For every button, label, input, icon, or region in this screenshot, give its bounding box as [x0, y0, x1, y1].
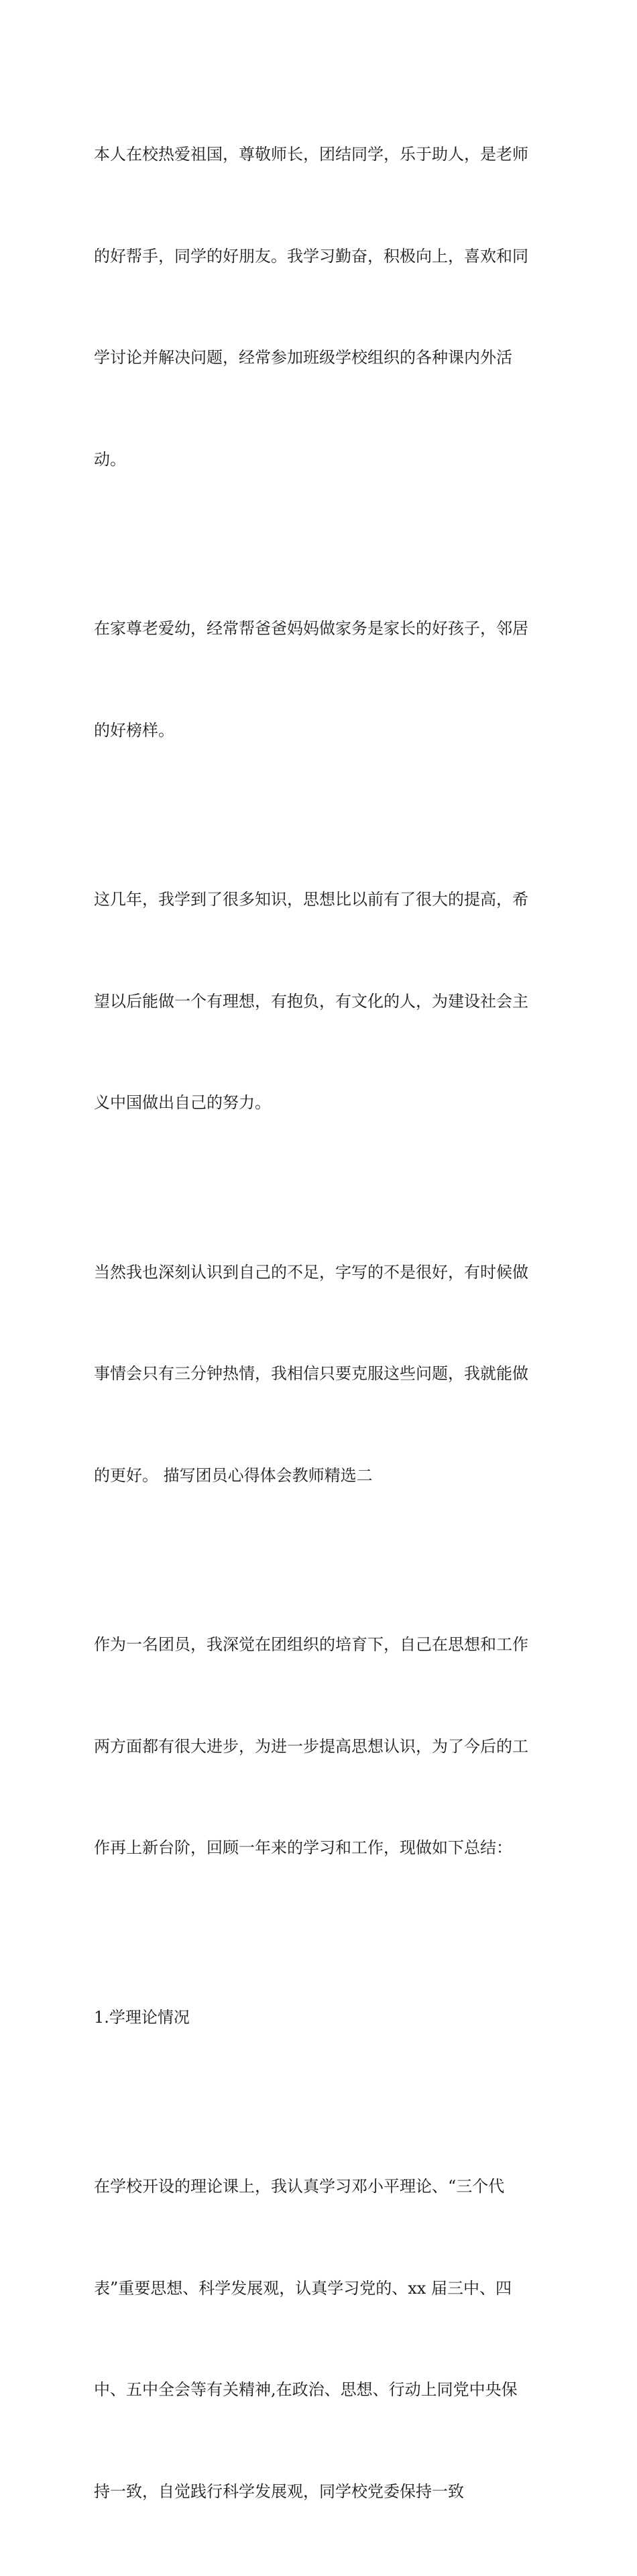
text-line: 望以后能做一个有理想，有抱负，有文化的人，为建设社会主 — [94, 991, 528, 1011]
paragraph-self-introduction — [94, 70, 546, 544]
text-line: 中、五中全会等有关精神,在政治、思想、行动上同党中央保 — [94, 2380, 518, 2399]
section-heading-theory — [94, 1933, 546, 2103]
paragraph-progress — [94, 815, 546, 1188]
text-line: 本人在校热爱祖国，尊敬师长，团结同学，乐于助人，是老师 — [94, 145, 528, 164]
paragraph-shortcomings — [94, 1188, 546, 1561]
text-line: 表”重要思想、科学发展观，认真学习党的、xx 届三中、四 — [94, 2278, 512, 2298]
text-line: 两方面都有很大进步，为进一步提高思想认识，为了今后的工 — [94, 1736, 528, 1756]
text-line: 的好帮手，同学的好朋友。我学习勤奋，积极向上，喜欢和同 — [94, 246, 528, 266]
text-line: 义中国做出自己的努力。 — [94, 1093, 271, 1112]
text-line: 作再上新台阶，回顾一年来的学习和工作，现做如下总结： — [94, 1838, 512, 1857]
text-line: 在学校开设的理论课上，我认真学习邓小平理论、“三个代 — [94, 2177, 505, 2196]
paragraph-family — [94, 544, 546, 815]
document-body — [94, 70, 546, 2576]
text-line: 这几年，我学到了很多知识，思想比以前有了很大的提高，希 — [94, 890, 528, 909]
text-line: 1.学理论情况 — [94, 2007, 190, 2027]
text-line: 当然我也深刻认识到自己的不足，字写的不是很好，有时候做 — [94, 1262, 528, 1282]
text-line: 动。 — [94, 449, 126, 469]
paragraph-league-member — [94, 1560, 546, 1933]
text-line: 作为一名团员，我深觉在团组织的培育下，自己在思想和工作 — [94, 1635, 528, 1654]
text-line: 在家尊老爱幼，经常帮爸爸妈妈做家务是家长的好孩子，邻居 — [94, 619, 528, 638]
text-line: 持一致，自觉践行科学发展观，同学校党委保持一致 — [94, 2481, 464, 2501]
paragraph-theory-study — [94, 2102, 546, 2576]
text-line: 事情会只有三分钟热情，我相信只要克服这些问题，我就能做 — [94, 1364, 528, 1383]
text-line: 的好榜样。 — [94, 720, 174, 740]
text-line: 学讨论并解决问题，经常参加班级学校组织的各种课内外活 — [94, 348, 512, 367]
text-line: 的更好。 描写团员心得体会教师精选二 — [94, 1465, 373, 1485]
